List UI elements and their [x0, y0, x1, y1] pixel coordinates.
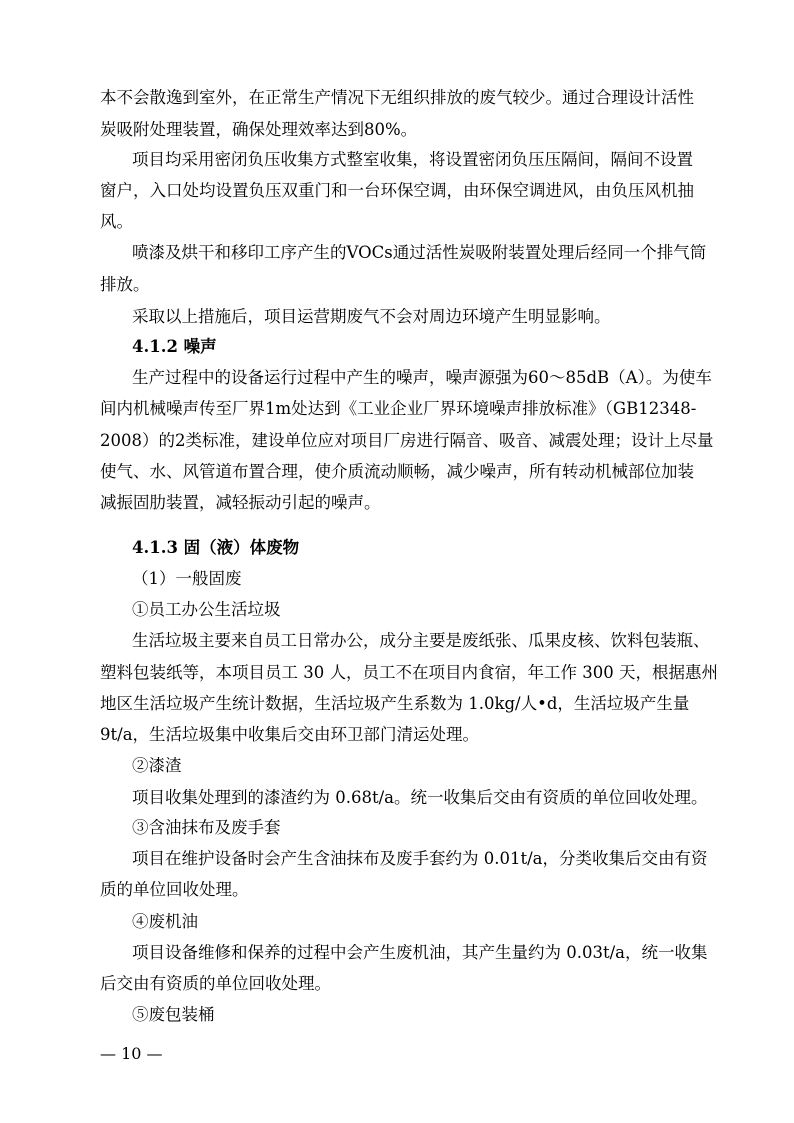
body-text-line: 9t/a，生活垃圾集中收集后交由环卫部门清运处理。	[100, 725, 480, 744]
body-text-line: 项目收集处理到的漆渣约为 0.68t/a。统一收集后交由有资质的单位回收处理。	[132, 788, 708, 807]
section-heading: 4.1.3 固（液）体废物	[132, 538, 300, 557]
body-text-line: 减振固肋装置，减轻振动引起的噪声。	[100, 493, 381, 512]
section-heading: 4.1.2 噪声	[132, 337, 217, 356]
body-text-line: 排放。	[100, 275, 150, 294]
body-text-line: 本不会散逸到室外，在正常生产情况下无组织排放的废气较少。通过合理设计活性	[100, 88, 694, 107]
body-text-line: 采取以上措施后，项目运营期废气不会对周边环境产生明显影响。	[132, 307, 611, 326]
list-item-heading: ④废机油	[132, 912, 198, 931]
subsection-heading: （1）一般固废	[132, 569, 242, 588]
body-text-line: 间内机械噪声传至厂界1m处达到《工业企业厂界环境噪声排放标准》（GB12348-	[100, 399, 697, 418]
body-text-line: 地区生活垃圾产生统计数据，生活垃圾产生系数为 1.0kg/人•d，生活垃圾产生量	[100, 694, 690, 713]
body-text-line: 质的单位回收处理。	[100, 880, 249, 899]
body-text-line: 生产过程中的设备运行过程中产生的噪声，噪声源强为60～85dB（A）。为使车	[132, 368, 712, 387]
body-text-line: 后交由有资质的单位回收处理。	[100, 974, 331, 993]
body-text-line: 炭吸附处理装置，确保处理效率达到80%。	[100, 120, 418, 139]
list-item-heading: ①员工办公生活垃圾	[132, 600, 281, 619]
body-text-line: 窗户，入口处均设置负压双重门和一台环保空调，由环保空调进风，由负压风机抽	[100, 181, 694, 200]
body-text-line: 项目在维护设备时会产生含油抹布及废手套约为 0.01t/a，分类收集后交由有资	[132, 849, 708, 868]
body-text-line: 2008）的2类标准，建设单位应对项目厂房进行隔音、吸音、减震处理；设计上尽量	[100, 431, 714, 450]
body-text-line: 项目设备维修和保养的过程中会产生废机油，其产生量约为 0.03t/a，统一收集	[132, 943, 708, 962]
body-text-line: 生活垃圾主要来自员工日常办公，成分主要是废纸张、瓜果皮核、饮料包装瓶、	[132, 631, 710, 650]
body-text-line: 使气、水、风管道布置合理，使介质流动顺畅，减少噪声，所有转动机械部位加装	[100, 462, 694, 481]
body-text-line: 项目均采用密闭负压收集方式整室收集，将设置密闭负压压隔间，隔间不设置	[132, 150, 693, 169]
list-item-heading: ③含油抹布及废手套	[132, 818, 281, 837]
list-item-heading: ②漆渣	[132, 756, 182, 775]
list-item-heading: ⑤废包装桶	[132, 1005, 215, 1024]
body-text-line: 塑料包装纸等，本项目员工 30 人，员工不在项目内食宿，年工作 300 天，根据惠州	[100, 663, 718, 682]
page-number: — 10 —	[100, 1044, 163, 1063]
body-text-line: 喷漆及烘干和移印工序产生的VOCs通过活性炭吸附装置处理后经同一个排气筒	[132, 243, 707, 262]
body-text-line: 风。	[100, 212, 133, 231]
